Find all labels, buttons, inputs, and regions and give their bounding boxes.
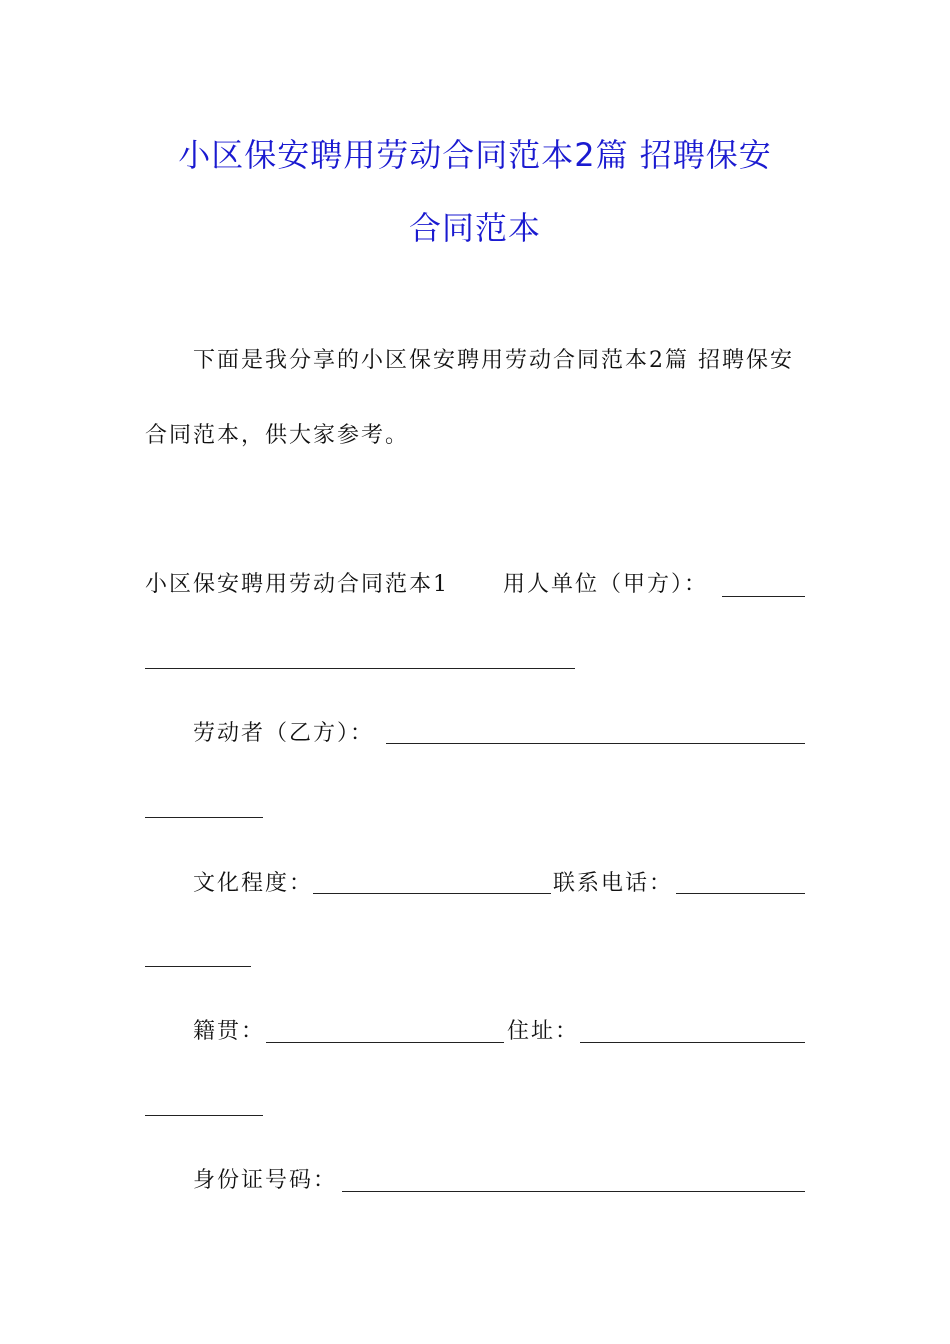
employer-blank-continued [145, 668, 575, 669]
worker-blank [386, 743, 805, 744]
document-title-line-1: 小区保安聘用劳动合同范本2篇 招聘保安 [178, 136, 772, 174]
address-label: 住址： [507, 1019, 580, 1044]
address-blank-continued [145, 1115, 263, 1116]
education-label: 文化程度： [193, 871, 314, 896]
id-number-blank [342, 1191, 805, 1192]
id-number-label: 身份证号码： [193, 1168, 338, 1193]
employer-blank [722, 596, 805, 597]
intro-text-line-1: 下面是我分享的小区保安聘用劳动合同范本2篇 招聘保安 [193, 348, 794, 373]
intro-text-line-2: 合同范本，供大家参考。 [145, 423, 410, 448]
phone-blank [676, 893, 805, 894]
address-blank [580, 1042, 805, 1043]
education-blank [313, 893, 551, 894]
worker-label: 劳动者（乙方）： [193, 721, 375, 746]
section-heading: 小区保安聘用劳动合同范本1 [145, 572, 449, 597]
employer-label: 用人单位（甲方）： [503, 572, 709, 597]
hometown-blank [266, 1042, 504, 1043]
document-title-line-2: 合同范本 [408, 209, 541, 247]
phone-blank-continued [145, 966, 251, 967]
hometown-label: 籍贯： [193, 1019, 266, 1044]
worker-blank-continued [145, 817, 263, 818]
phone-label: 联系电话： [553, 871, 674, 896]
